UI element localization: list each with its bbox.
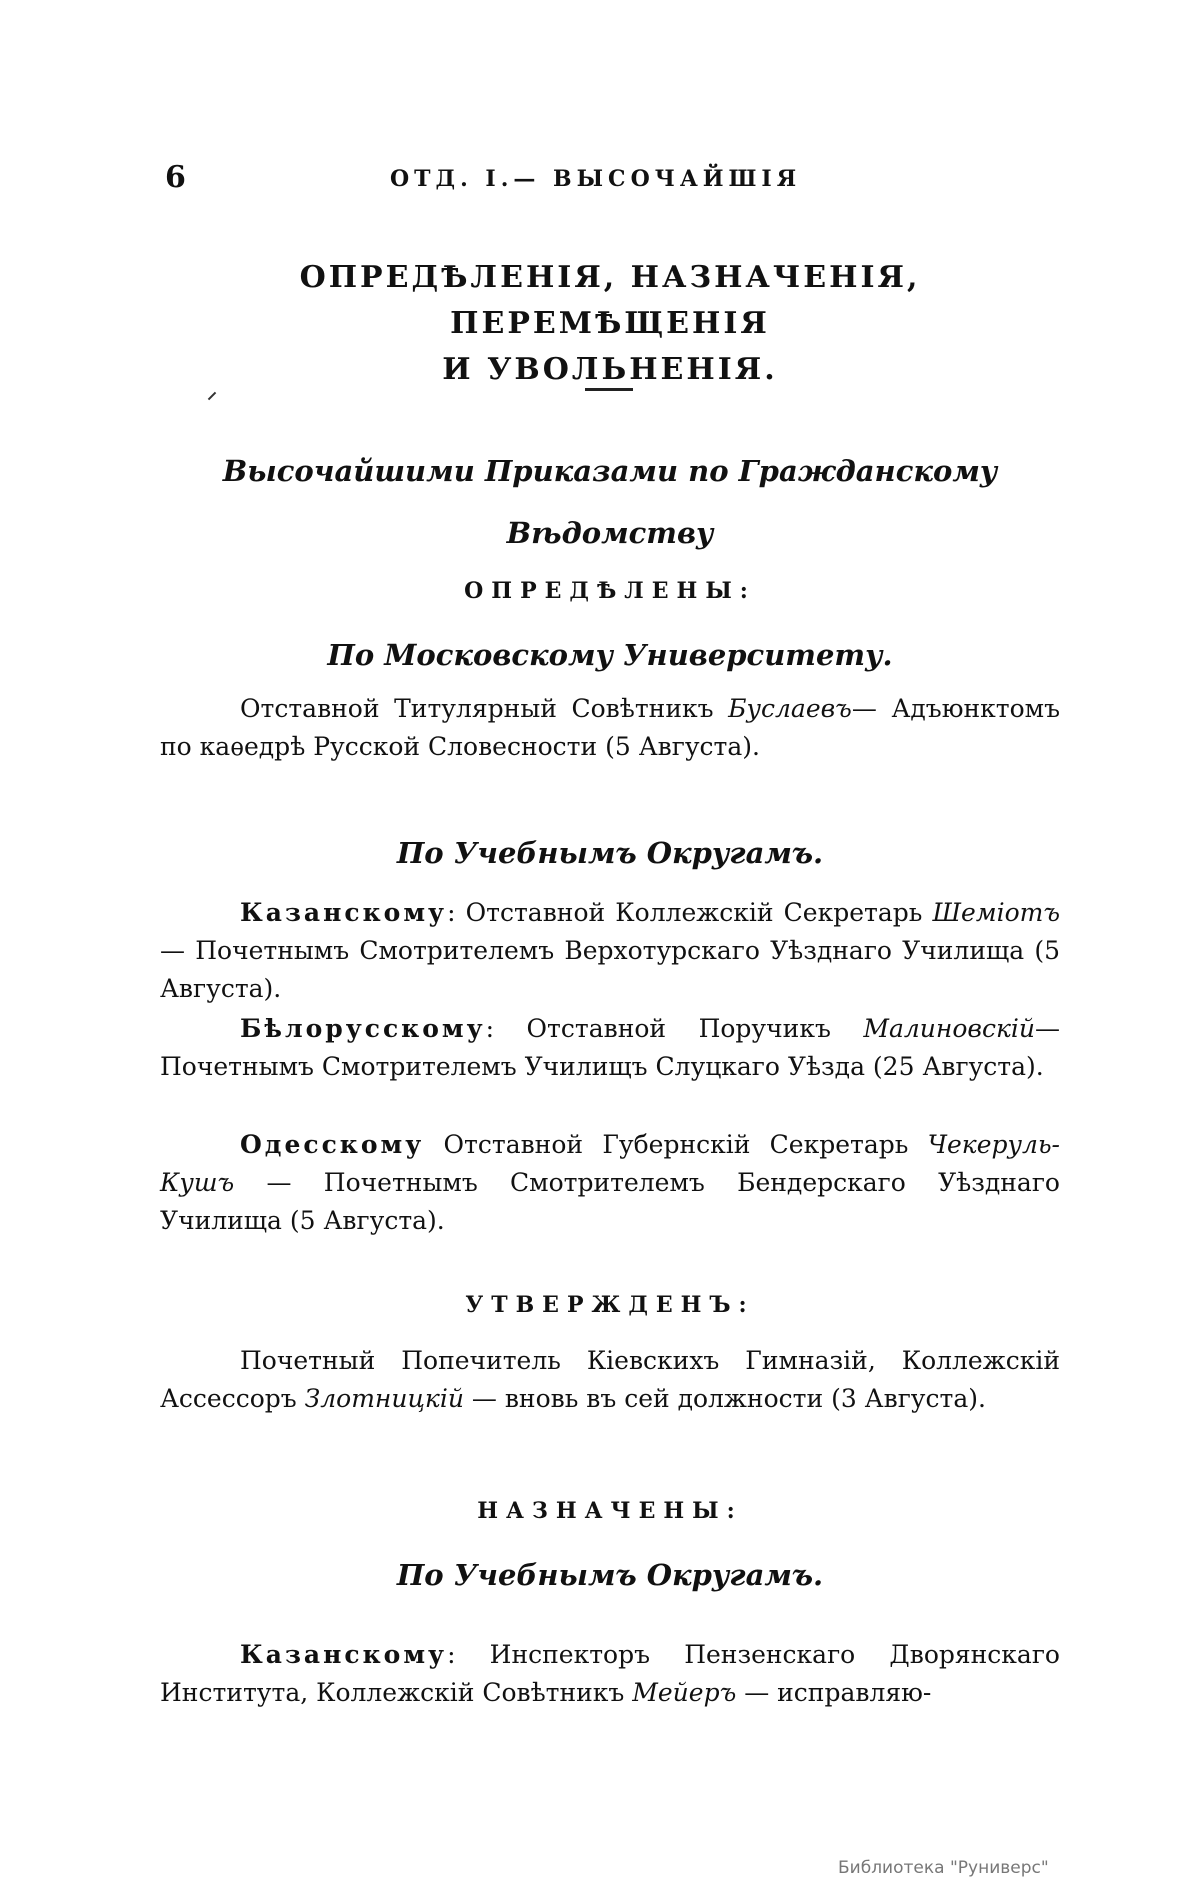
- page-header: [160, 160, 1060, 200]
- intro-line-2: Вѣдомству: [506, 516, 714, 550]
- paragraph-kazan-2: [160, 1636, 1060, 1712]
- section-naznacheny: НАЗНАЧЕНЫ:: [477, 1498, 743, 1524]
- district-name: Бѣлорусскому: [240, 1014, 486, 1043]
- paragraph-text: : Отставной Поручикъ: [485, 1014, 864, 1043]
- short-rule-divider: [585, 388, 633, 391]
- person-name: Злотницкій: [304, 1384, 464, 1413]
- paragraph-buslaev: [160, 690, 1060, 766]
- paragraph-text: — исправляю-: [736, 1678, 932, 1707]
- person-name: Буслаевъ: [728, 694, 852, 723]
- district-name: Казанскому: [240, 1640, 448, 1669]
- page-number: 6: [165, 160, 186, 195]
- person-name: Шеміотъ: [932, 898, 1060, 927]
- intro-heading: [160, 440, 1060, 564]
- paragraph-text: Отставной Титулярный Совѣтникъ: [240, 694, 729, 723]
- section-utverzhden: УТВЕРЖДЕНЪ:: [465, 1292, 755, 1318]
- paragraph-text: Почетный Попечитель Кіевскихъ Гимназій, Коллежскій Ассессоръ: [160, 1346, 1060, 1413]
- district-name: Казанскому: [240, 898, 448, 927]
- paragraph-text: — вновь въ сей должности (3 Августа).: [463, 1384, 986, 1413]
- person-name: Чекеруль-Кушъ: [160, 1130, 1060, 1197]
- intro-line-1: Высочайшими Приказами по Гражданскому: [222, 454, 998, 488]
- chapter-title-line-1: ОПРЕДѢЛЕНІЯ, НАЗНАЧЕНІЯ, ПЕРЕМѢЩЕНІЯ: [299, 260, 921, 341]
- paragraph-text: — Почетнымъ Смотрителемъ Верхотурскаго Уѣзднаго Училища (5 Августа).: [160, 936, 1060, 1003]
- paragraph-zlotnitsky: [160, 1342, 1060, 1418]
- paragraph-text: — Почетнымъ Смотрителемъ Училищъ Слуцкаго Уѣзда (25 Августа).: [160, 1014, 1060, 1081]
- paragraph-text: : Отставной Коллежскій Секретарь: [447, 898, 933, 927]
- paragraph-odessa: [160, 1126, 1060, 1240]
- chapter-title: [160, 255, 1060, 393]
- person-name: Мейеръ: [632, 1678, 737, 1707]
- district-name: Одесскому: [240, 1130, 425, 1159]
- person-name: Малиновскій: [863, 1014, 1035, 1043]
- paragraph-text: Отставной Губернскій Секретарь: [424, 1130, 928, 1159]
- paragraph-kazan-1: [160, 894, 1060, 1008]
- paragraph-text: : Инспекторъ Пензенскаго Дворянскаго Института, Коллежскій Совѣтникъ: [160, 1640, 1060, 1707]
- running-head: ОТД. I.— ВЫСОЧАЙШІЯ: [390, 166, 802, 192]
- section-opredeleny: ОПРЕДѢЛЕНЫ:: [464, 578, 756, 604]
- subsection-uchebnym-okrugam-1: По Учебнымъ Округамъ.: [396, 836, 824, 870]
- chapter-title-line-2: И УВОЛЬНЕНІЯ.: [442, 352, 778, 387]
- subsection-moscow-university: По Московскому Университету.: [327, 638, 893, 672]
- library-watermark: Библиотека "Руниверс": [838, 1858, 1049, 1878]
- stray-mark: [208, 392, 216, 400]
- book-page: [160, 0, 1060, 1879]
- subsection-uchebnym-okrugam-2: По Учебнымъ Округамъ.: [396, 1558, 824, 1592]
- paragraph-text: — Адъюнктомъ по каѳедрѣ Русской Словесности (5 Августа).: [160, 694, 1060, 761]
- paragraph-text: — Почетнымъ Смотрителемъ Бендерскаго Уѣзднаго Училища (5 Августа).: [160, 1168, 1060, 1235]
- paragraph-belorus: [160, 1010, 1060, 1086]
